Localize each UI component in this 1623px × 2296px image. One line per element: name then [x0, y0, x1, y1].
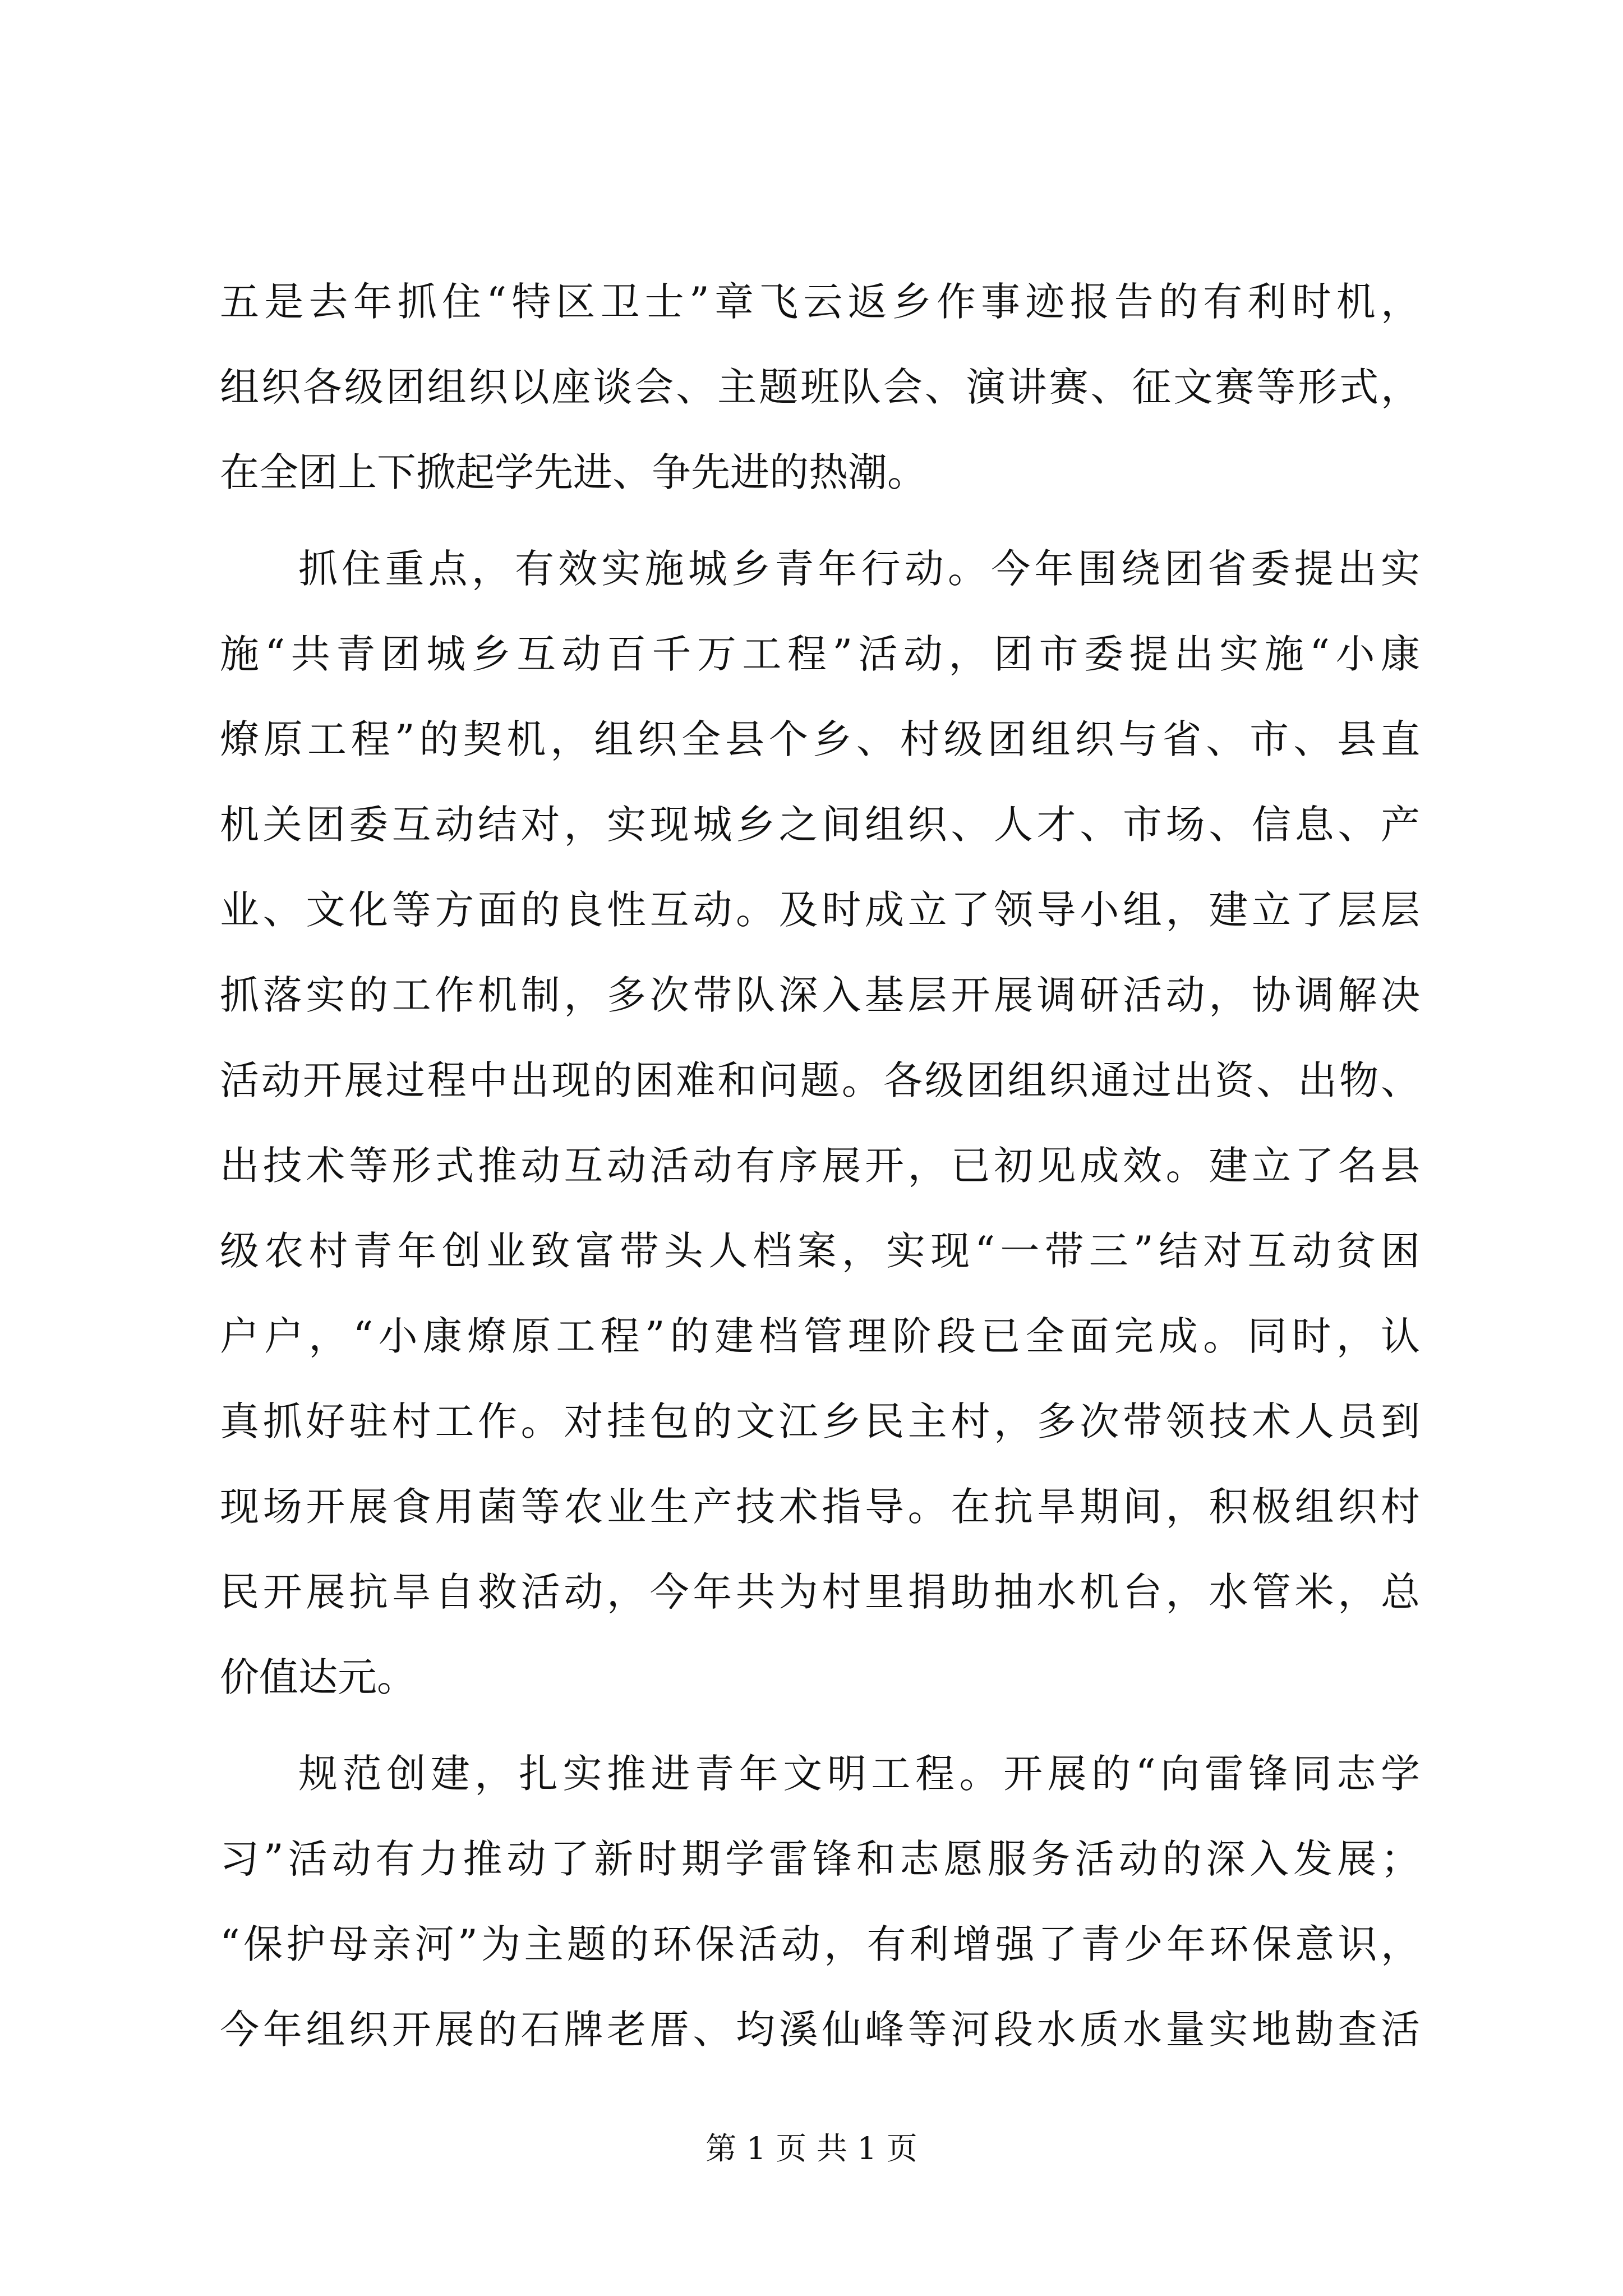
text-line: 在全团上下掀起学先进、争先进的热潮。 — [220, 449, 926, 495]
text-line: 级农村青年创业致富带头人档案，实现“一带三”结对互动贫困 — [220, 1228, 1420, 1274]
text-line: 户户，“小康燎原工程”的建档管理阶段已全面完成。同时，认 — [220, 1313, 1420, 1359]
text-line: 抓落实的工作机制，多次带队深入基层开展调研活动，协调解决 — [220, 972, 1420, 1018]
text-line: 组织各级团组织以座谈会、主题班队会、演讲赛、征文赛等形式， — [220, 364, 1420, 410]
text-line: 机关团委互动结对，实现城乡之间组织、人才、市场、信息、产 — [220, 802, 1420, 848]
text-line: 真抓好驻村工作。对挂包的文江乡民主村，多次带领技术人员到 — [220, 1398, 1420, 1444]
text-line: 今年组织开展的石牌老厝、均溪仙峰等河段水质水量实地勘查活 — [220, 2007, 1420, 2053]
text-line: 现场开展食用菌等农业生产技术指导。在抗旱期间，积极组织村 — [220, 1484, 1420, 1530]
paragraph-3 — [220, 1731, 1420, 2072]
text-line: 燎原工程”的契机，组织全县个乡、村级团组织与省、市、县直 — [220, 716, 1420, 762]
text-line: 施“共青团城乡互动百千万工程”活动，团市委提出实施“小康 — [220, 631, 1420, 677]
paragraph-1 — [220, 259, 1420, 515]
text-line: 价值达元。 — [220, 1654, 416, 1700]
text-line: 业、文化等方面的良性互动。及时成立了领导小组，建立了层层 — [220, 887, 1420, 933]
text-line: 民开展抗旱自救活动，今年共为村里捐助抽水机台，水管米，总 — [220, 1569, 1420, 1615]
body-text — [220, 259, 1420, 2072]
text-line: 五是去年抓住“特区卫士”章飞云返乡作事迹报告的有利时机， — [220, 279, 1420, 325]
paragraph-2 — [220, 526, 1420, 1720]
text-line: 规范创建，扎实推进青年文明工程。开展的“向雷锋同志学 — [298, 1751, 1420, 1797]
text-line: 活动开展过程中出现的困难和问题。各级团组织通过出资、出物、 — [220, 1057, 1420, 1103]
page-footer: 第 1 页 共 1 页 — [706, 2131, 917, 2166]
text-line: 抓住重点，有效实施城乡青年行动。今年围绕团省委提出实 — [298, 546, 1420, 592]
text-line: 出技术等形式推动互动活动有序展开，已初见成效。建立了名县 — [220, 1143, 1420, 1189]
text-line: 习”活动有力推动了新时期学雷锋和志愿服务活动的深入发展； — [220, 1836, 1420, 1882]
text-line: “保护母亲河”为主题的环保活动，有利增强了青少年环保意识， — [220, 1921, 1420, 1967]
